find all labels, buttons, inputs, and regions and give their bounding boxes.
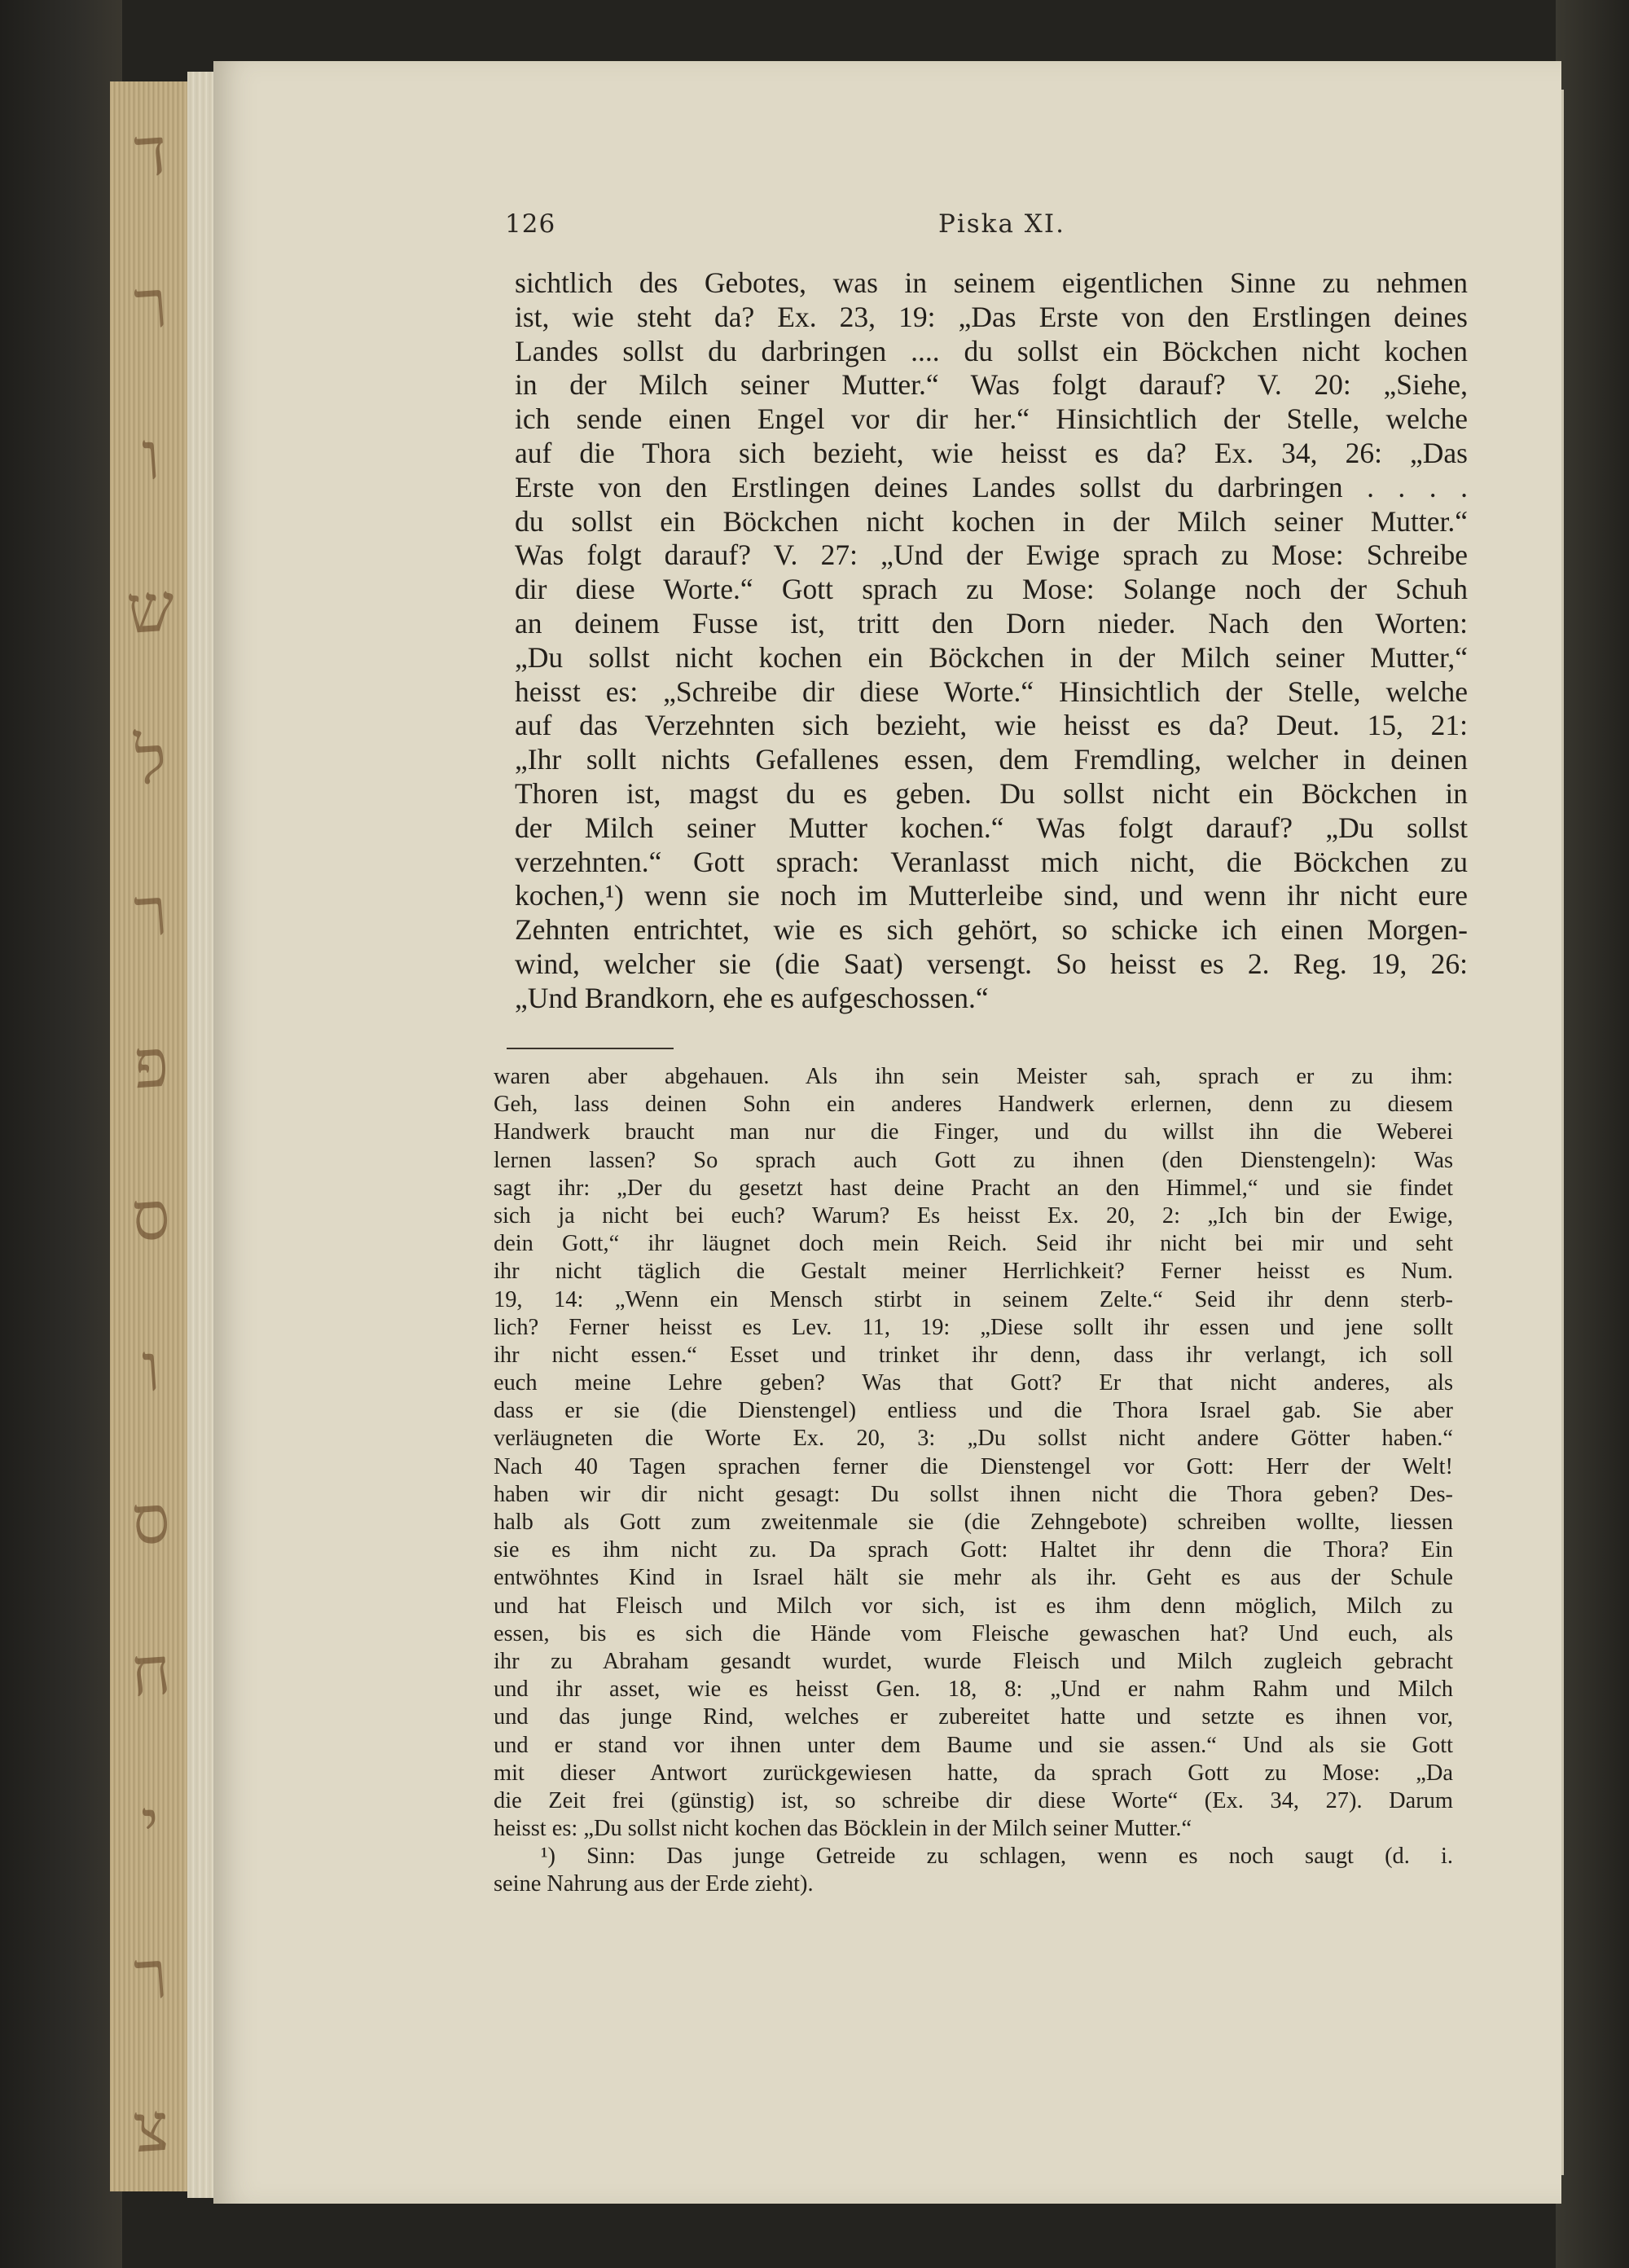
text-line: dir diese Worte.“ Gott sprach zu Mose: Solange noch der Schuh [515,573,1468,606]
edge-glyph: פ [130,1024,171,1105]
text-line: der Milch seiner Mutter kochen.“ Was folgt darauf? „Du sollst [515,811,1468,844]
text-line: „Und Brandkorn, ehe es aufgeschossen.“ [515,981,989,1014]
footnote-line: halb als Gott zum zweitenmale sie (die Zehngebote) schreiben wollte, liessen [494,1510,1453,1535]
edge-lettering [114,114,187,2167]
footnote-line: sich ja nicht bei euch? Warum? Es heisst Ex. 20, 2: „Ich bin der Ewige, [494,1202,1453,1228]
edge-glyph: ר [131,265,170,345]
text-line: heisst es: „Schreibe dir diese Worte.“ Hinsichtlich der Stelle, welche [515,675,1468,708]
text-line: auf die Thora sich bezieht, wie heisst es da? Ex. 34, 26: „Das [515,436,1468,469]
edge-glyph: ו [139,417,162,496]
edge-glyph: ס [129,1480,173,1561]
text-line: ich sende einen Engel vor dir her.“ Hinsichtlich der Stelle, welche [515,402,1468,436]
page-number: 126 [505,209,556,239]
edge-glyph: צ [130,2088,171,2169]
text-line: du sollst ein Böckchen nicht kochen in der Milch seiner Mutter.“ [515,504,1468,538]
footnote-line: entwöhntes Kind in Israel hält sie mehr als ihr. Geht es aus der Schule [494,1565,1453,1591]
footnote-line: die Zeit frei (günstig) ist, so schreibe dir diese Worte“ (Ex. 34, 27). Darum [494,1787,1453,1813]
text-line: Erste von den Erstlingen deines Landes sollst du darbringen . . . . [515,470,1468,503]
text-line: kochen,¹) wenn sie noch im Mutterleibe sind, und wenn ihr nicht eure [515,879,1468,912]
book-cover-right [1556,0,1629,2268]
footnote-line: 19, 14: „Wenn ein Mensch stirbt in seinem Zelte.“ Seid ihr denn sterb- [494,1286,1453,1312]
footnote-line: dass er sie (die Dienstengel) entliess und die Thora Israel gab. Sie aber [494,1398,1453,1424]
edge-glyph: ל [132,720,169,801]
text-line: wind, welcher sie (die Saat) versengt. So heisst es 2. Reg. 19, 26: [515,947,1468,980]
text-line: „Ihr sollt nichts Gefallenes essen, dem Fremdling, welcher in deinen [515,743,1468,776]
text-line: sichtlich des Gebotes, was in seinem eigentlichen Sinne zu nehmen [515,266,1468,299]
text-line: verzehnten.“ Gott sprach: Veranlasst mich nicht, die Böckchen zu [515,845,1468,878]
text-line: Was folgt darauf? V. 27: „Und der Ewige sprach zu Mose: Schreibe [515,538,1468,572]
footnote-line: euch meine Lehre geben? Was that Gott? Er that nicht anderes, als [494,1370,1453,1396]
footnote-line: mit dieser Antwort zurückgewiesen hatte, da sprach Gott zu Mose: „Da [494,1760,1453,1786]
footnote-line: ihr nicht täglich die Gestalt meiner Herrlichkeit? Ferner heisst es Num. [494,1259,1453,1285]
footnote-line: lich? Ferner heisst es Lev. 11, 19: „Diese sollt ihr essen und jene sollt [494,1314,1453,1340]
edge-glyph: ח [128,1632,173,1712]
text-line: „Du sollst nicht kochen ein Böckchen in der Milch seiner Mutter,“ [515,640,1468,674]
edge-glyph: ר [131,1936,170,2016]
footnote-line: verläugneten die Worte Ex. 20, 3: „Du sollst nicht andere Götter haben.“ [494,1426,1453,1452]
footnote-line: ihr zu Abraham gesandt wurdet, wurde Fleisch und Milch zugleich gebracht [494,1648,1453,1674]
footnote-line: heisst es: „Du sollst nicht kochen das Böcklein in der Milch seiner Mutter.“ [494,1816,1192,1842]
text-line: Zehnten entrichtet, wie es sich gehört, so schicke ich einen Morgen- [515,913,1468,947]
footnote-block [494,1063,1453,1899]
edge-glyph: י [138,1785,163,1864]
edge-glyph: ס [129,1176,173,1257]
footnote-line: Geh, lass deinen Sohn ein anderes Handwerk erlernen, denn zu diesem [494,1092,1453,1118]
footnote-line: sie es ihm nicht zu. Da sprach Gott: Haltet ihr denn die Thora? Ein [494,1537,1453,1563]
text-line: in der Milch seiner Mutter.“ Was folgt darauf? V. 20: „Siehe, [515,368,1468,402]
footnote-line: und er stand vor ihnen unter dem Baume und sie assen.“ Und als sie Gott [494,1732,1453,1758]
text-line: auf das Verzehnten sich bezieht, wie heisst es da? Deut. 15, 21: [515,709,1468,742]
footnote-line: Handwerk braucht man nur die Finger, und du willst ihn die Weberei [494,1119,1453,1145]
edge-glyph: ר [131,872,170,952]
footnote-rule [507,1048,674,1049]
edge-glyph: ו [139,1329,162,1408]
footnote-line: lernen lassen? So sprach auch Gott zu ihnen (den Dienstengeln): Was [494,1147,1453,1173]
text-line: Landes sollst du darbringen .... du sollst ein Böckchen nicht kochen [515,334,1468,367]
text-line: an deinem Fusse ist, tritt den Dorn nieder. Nach den Worten: [515,606,1468,640]
footnote-line: waren aber abgehauen. Als ihn sein Meister sah, sprach er zu ihm: [494,1064,1453,1089]
footnote-line: ¹) Sinn: Das junge Getreide zu schlagen, wenn es noch saugt (d. i. [541,1844,1453,1870]
running-head [505,209,1124,250]
footnote-line: essen, bis es sich die Hände vom Fleische gewaschen hat? Und euch, als [494,1620,1453,1646]
footnote-line: und hat Fleisch und Milch vor sich, ist es ihm denn möglich, Milch zu [494,1593,1453,1619]
footnote-line: und das junge Rind, welches er zubereitet hatte und setzte es ihnen vor, [494,1704,1453,1730]
edge-glyph: ש [124,568,178,649]
footnote-line: seine Nahrung aus der Erde zieht). [494,1871,814,1897]
footnote-line: dein Gott,“ ihr läugnet doch mein Reich. Seid ihr nicht bei mir und seht [494,1231,1453,1257]
edge-glyph: ד [132,112,169,193]
text-line: ist, wie steht da? Ex. 23, 19: „Das Erste von den Erstlingen deines [515,300,1468,333]
text-line: Thoren ist, magst du es geben. Du sollst nicht ein Böckchen in [515,776,1468,810]
footnote-line: Nach 40 Tagen sprachen ferner die Dienstengel vor Gott: Herr der Welt! [494,1453,1453,1479]
running-title: Piska XI. [938,209,1065,239]
main-text-block [515,266,1468,1016]
footnote-line: und ihr asset, wie es heisst Gen. 18, 8: „Und er nahm Rahm und Milch [494,1677,1453,1703]
footnote-line: ihr nicht essen.“ Esset und trinket ihr denn, dass ihr verlangt, ich soll [494,1342,1453,1368]
book-cover-left [0,0,122,2268]
footnote-line: haben wir dir nicht gesagt: Du sollst ihnen nicht die Thora geben? Des- [494,1481,1453,1507]
footnote-line: sagt ihr: „Der du gesetzt hast deine Pracht an den Himmel,“ und sie findet [494,1175,1453,1201]
